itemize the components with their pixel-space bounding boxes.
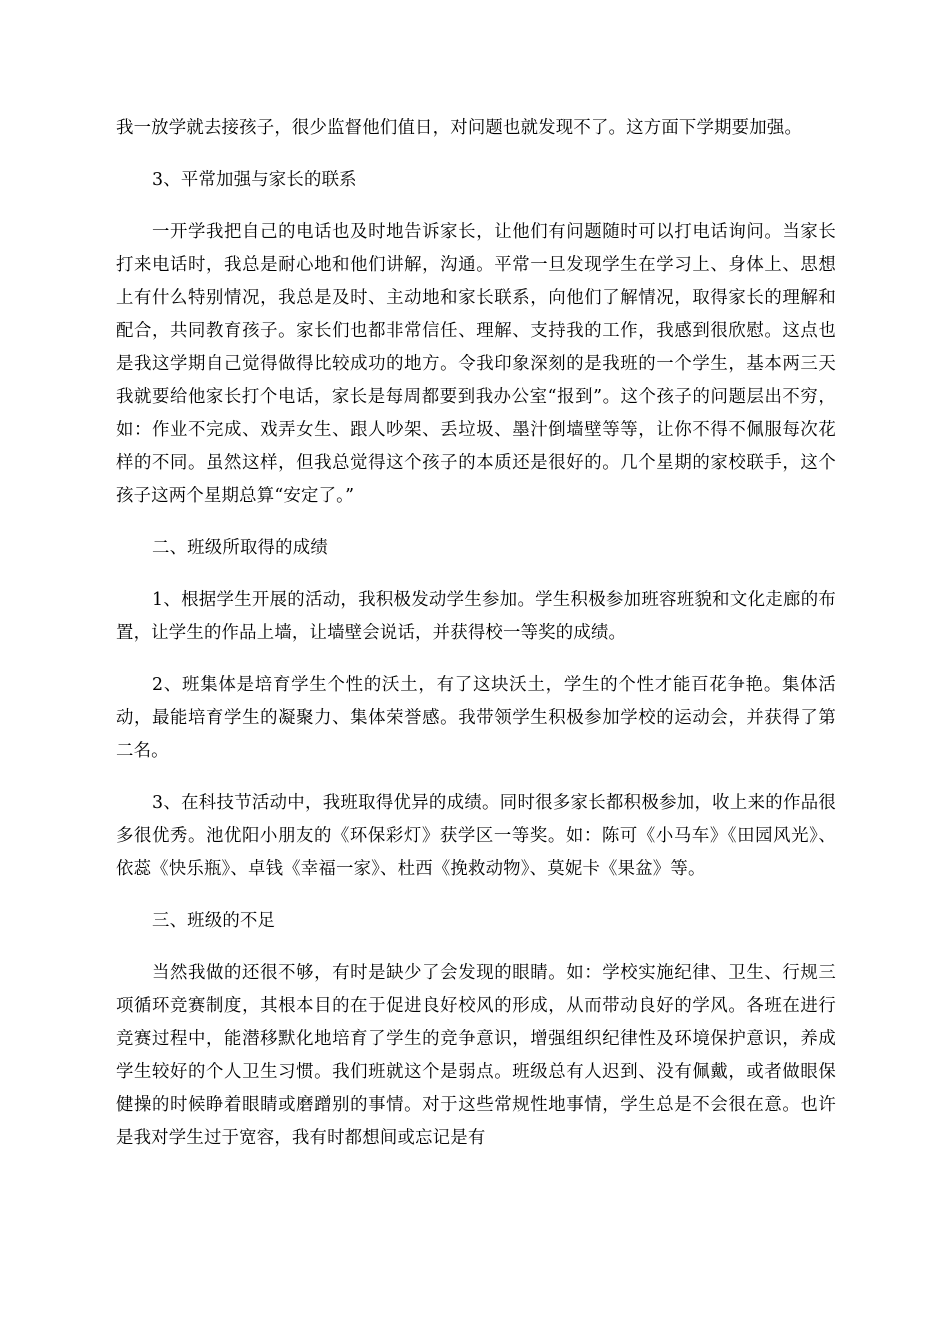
paragraph-shortcomings: 当然我做的还很不够，有时是缺少了会发现的眼睛。如：学校实施纪律、卫生、行规三项循环竞赛制度，其根本目的在于促进良好校风的形成，从而带动良好的学风。各班在进行竞赛过程中，能潜移默化地培育了学生的竞争意识，增强组织纪律性及环境保护意识，养成学生较好的个人卫生习惯。我们班就这个是弱点。班级总有人迟到、没有佩戴，或者做眼保健操的时候睁着眼睛或磨蹭别的事情。对于这些常规性地事情，学生总是不会很在意。也许是我对学生过于宽容，我有时都想间或忘记是有 <box>116 963 836 1148</box>
paragraph-achievement-1: 1、根据学生开展的活动，我积极发动学生参加。学生积极参加班容班貌和文化走廊的布置，让学生的作品上墙，让墙壁会说话，并获得校一等奖的成绩。 <box>116 590 836 643</box>
document-body <box>116 112 836 1174</box>
paragraph-continuation: 我一放学就去接孩子，很少监督他们值日，对问题也就发现不了。这方面下学期要加强。 <box>116 118 803 138</box>
paragraph-achievement-3: 3、在科技节活动中，我班取得优异的成绩。同时很多家长都积极参加，收上来的作品很多很优秀。池优阳小朋友的《环保彩灯》获学区一等奖。如：陈可《小马车》《田园风光》、依蕊《快乐瓶》、卓钱《幸福一家》、杜西《挽救动物》、莫妮卡《果盆》等。 <box>116 793 836 879</box>
heading-parent-contact: 3、平常加强与家长的联系 <box>152 170 357 190</box>
heading-class-achievements: 二、班级所取得的成绩 <box>152 538 328 558</box>
heading-class-shortcomings: 三、班级的不足 <box>152 911 276 931</box>
paragraph-parent-contact: 一开学我把自己的电话也及时地告诉家长，让他们有问题随时可以打电话询问。当家长打来电话时，我总是耐心地和他们讲解，沟通。平常一旦发现学生在学习上、身体上、思想上有什么特别情况，我总是及时、主动地和家长联系，向他们了解情况，取得家长的理解和配合，共同教育孩子。家长们也都非常信任、理解、支持我的工作，我感到很欣慰。这点也是我这学期自己觉得做得比较成功的地方。令我印象深刻的是我班的一个学生，基本两三天我就要给他家长打个电话，家长是每周都要到我办公室“报到”。这个孩子的问题层出不穷，如：作业不完成、戏弄女生、跟人吵架、丢垃圾、墨汁倒墙壁等等，让你不得不佩服每次花样的不同。虽然这样，但我总觉得这个孩子的本质还是很好的。几个星期的家校联手，这个孩子这两个星期总算“安定了。” <box>116 222 836 506</box>
paragraph-achievement-2: 2、班集体是培育学生个性的沃土，有了这块沃土，学生的个性才能百花争艳。集体活动，最能培育学生的凝聚力、集体荣誉感。我带领学生积极参加学校的运动会，并获得了第二名。 <box>116 675 836 761</box>
